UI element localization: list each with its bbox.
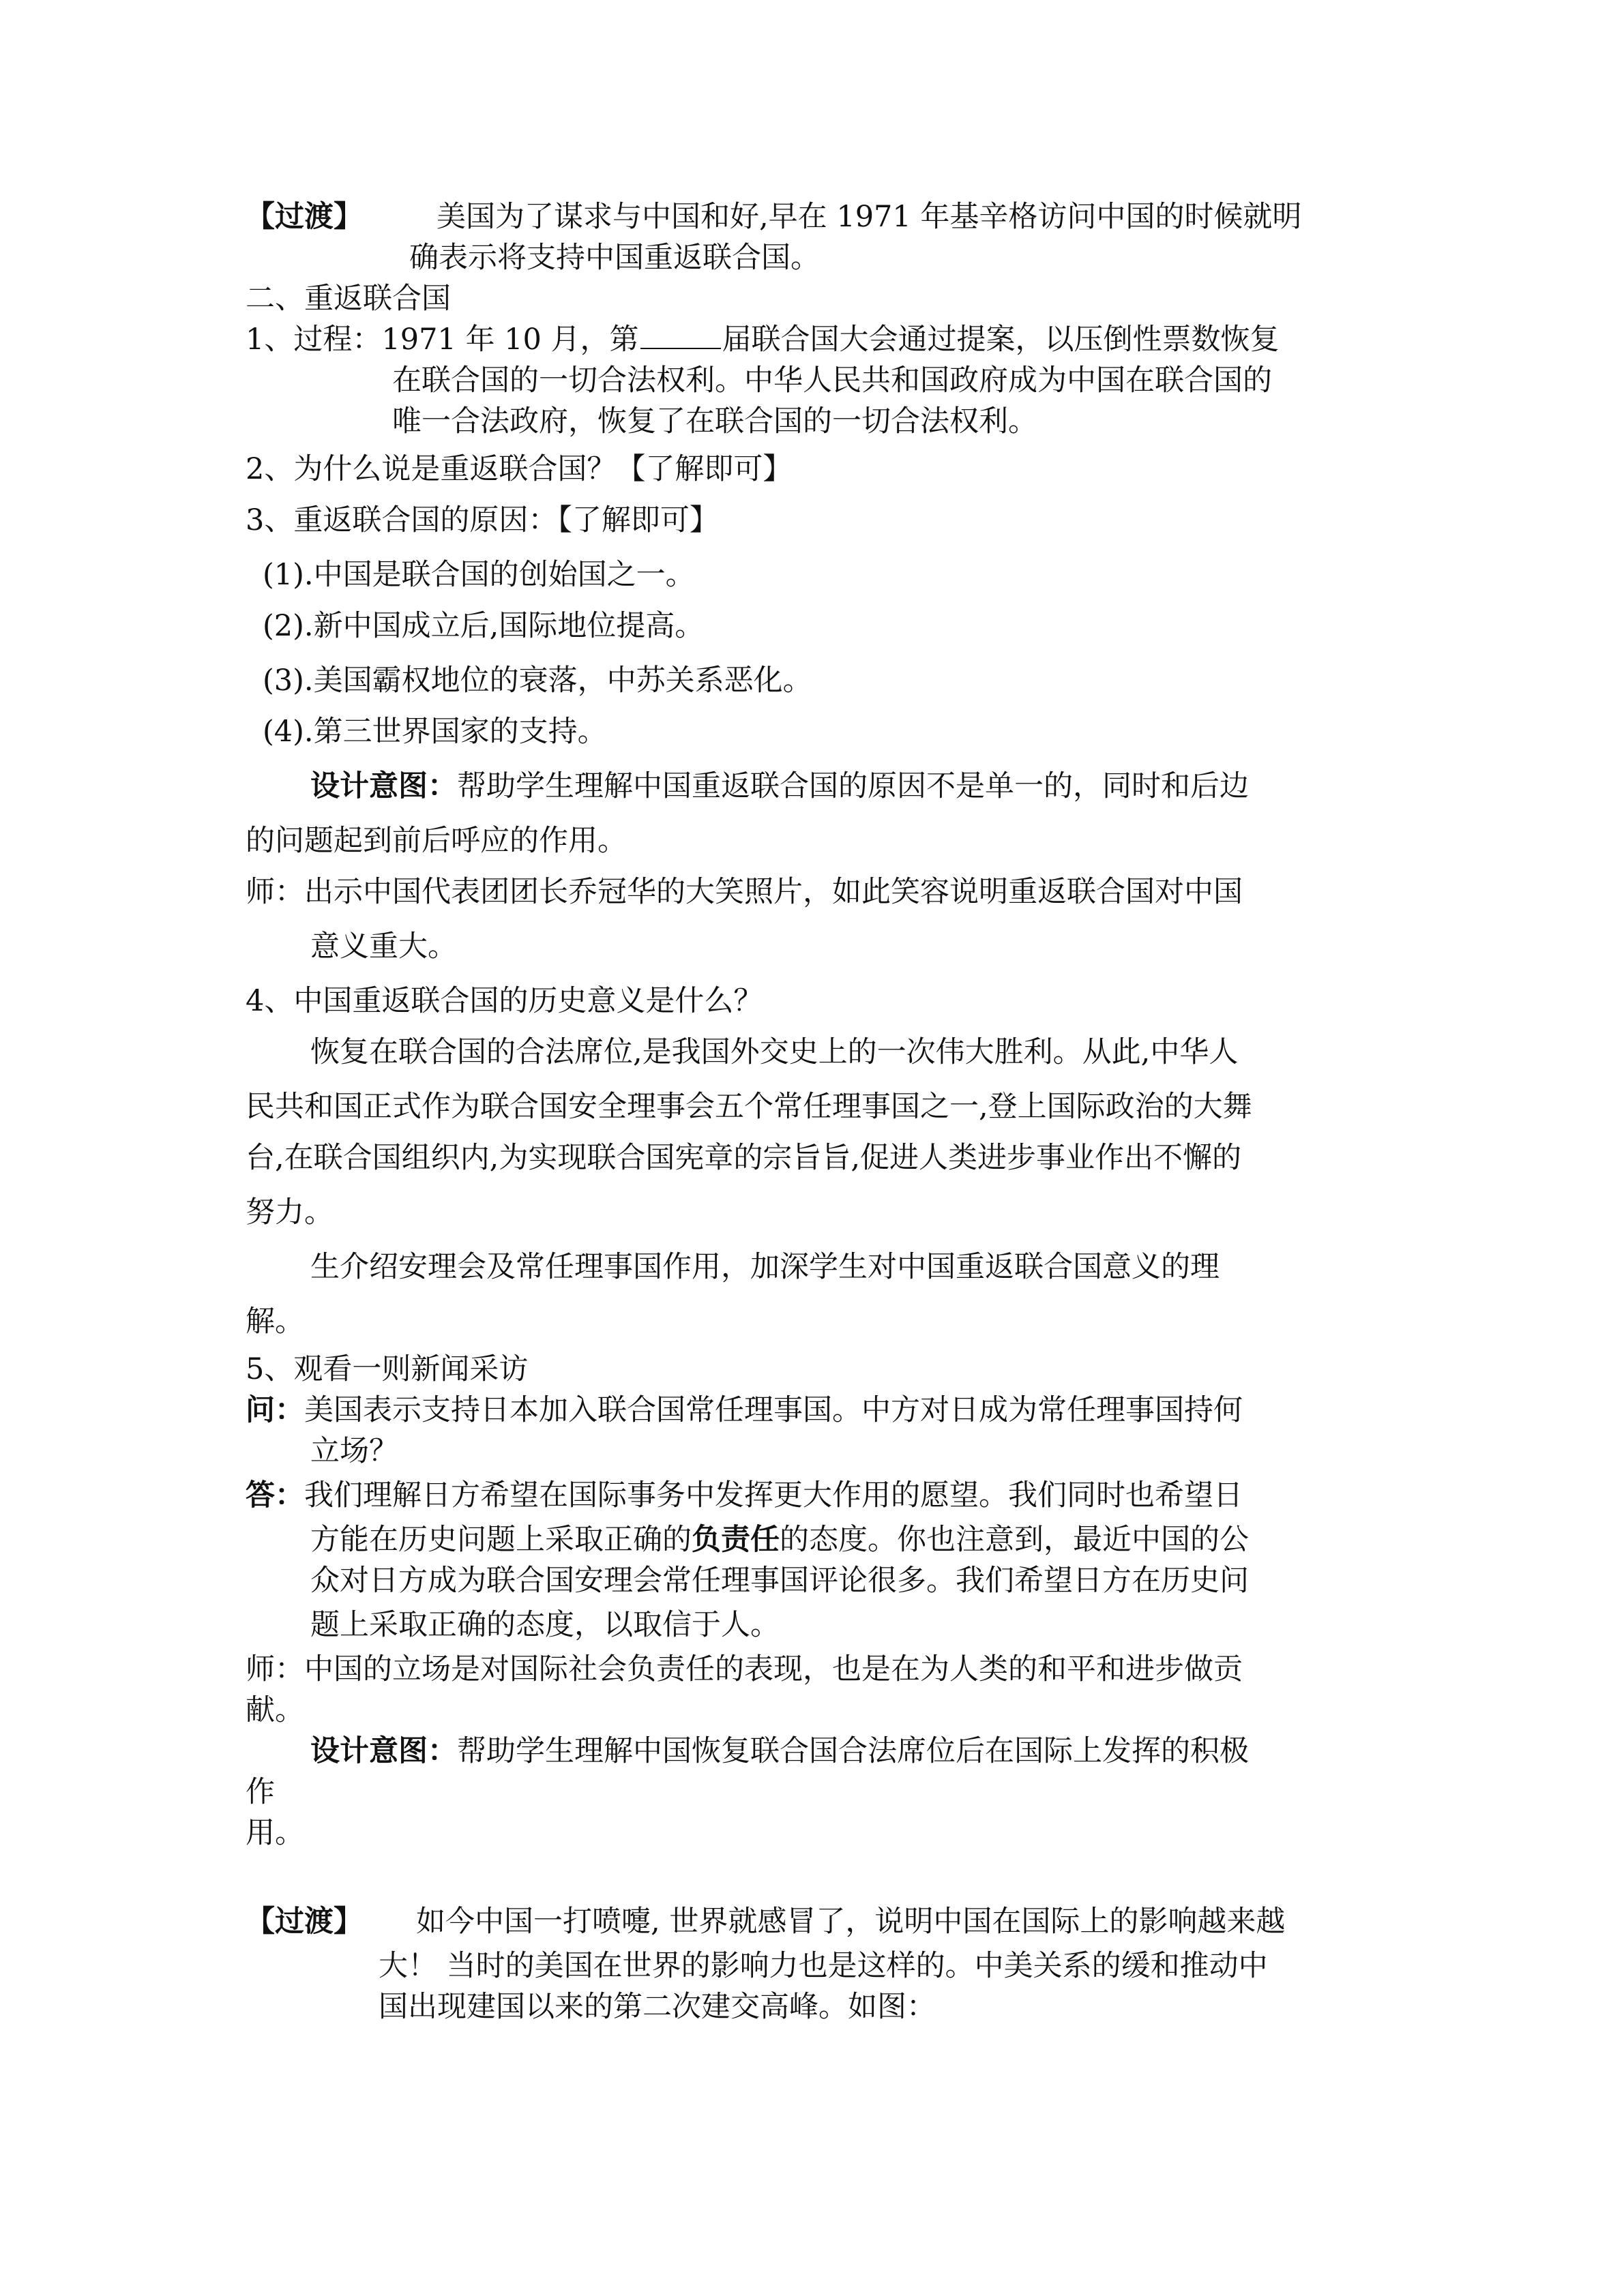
transition-text-line: 确表示将支持中国重返联合国。 <box>409 241 820 275</box>
answer-line: 题上采取正确的态度，以取信于人。 <box>310 1608 780 1642</box>
transition-text-line: 如今中国一打喷嚏, 世界就感冒了，说明中国在国际上的影响越来越 <box>416 1905 1286 1939</box>
student-intro-line: 解。 <box>246 1304 304 1339</box>
reason-item: (1).中国是联合国的创始国之一。 <box>263 558 695 592</box>
significance-line: 努力。 <box>246 1195 334 1229</box>
transition-tag: 【过渡】 <box>246 200 363 234</box>
significance-title: 4、中国重返联合国的历史意义是什么？ <box>246 984 763 1018</box>
question-label: 问： <box>246 1393 304 1427</box>
process-text-after: 届联合国大会通过提案，以压倒性票数恢复 <box>722 323 1280 357</box>
design-intent-line <box>310 767 1249 805</box>
reason-item: (4).第三世界国家的支持。 <box>263 715 607 749</box>
answer-line: 众对日方成为联合国安理会常任理事国评论很多。我们希望日方在历史问 <box>310 1564 1249 1598</box>
design-intent-line: 用。 <box>246 1816 304 1850</box>
student-intro-line: 生介绍安理会及常任理事国作用，加深学生对中国重返联合国意义的理 <box>310 1250 1220 1284</box>
answer-text: 方能在历史问题上采取正确的 <box>310 1523 692 1557</box>
process-line: 唯一合法政府，恢复了在联合国的一切合法权利。 <box>392 404 1037 438</box>
teacher-line: 意义重大。 <box>310 929 457 964</box>
transition-tag: 【过渡】 <box>246 1905 363 1939</box>
section-title: 二、重返联合国 <box>246 282 451 316</box>
transition-text-line: 美国为了谋求与中国和好,早在 1971 年基辛格访问中国的时候就明 <box>437 200 1302 234</box>
process-line: 在联合国的一切合法权利。中华人民共和国政府成为中国在联合国的 <box>392 363 1272 398</box>
answer-line <box>310 1521 1249 1559</box>
question-line: 立场？ <box>310 1434 398 1468</box>
answer-text: 我们理解日方希望在国际事务中发挥更大作用的愿望。我们同时也希望日 <box>304 1478 1243 1512</box>
transition-text-line: 大！ 当时的美国在世界的影响力也是这样的。中美关系的缓和推动中 <box>379 1949 1268 1983</box>
design-intent-line: 作 <box>246 1775 275 1809</box>
design-intent-text: 帮助学生理解中国重返联合国的原因不是单一的，同时和后边 <box>457 769 1249 803</box>
question-why-return: 2、为什么说是重返联合国？【了解即可】 <box>246 452 793 486</box>
design-intent-line: 的问题起到前后呼应的作用。 <box>246 824 627 858</box>
design-intent-text: 帮助学生理解中国恢复联合国合法席位后在国际上发挥的积极 <box>457 1734 1249 1768</box>
news-title: 5、观看一则新闻采访 <box>246 1352 529 1386</box>
answer-text: 的态度。你也注意到，最近中国的公 <box>780 1523 1249 1557</box>
reason-item: (2).新中国成立后,国际地位提高。 <box>263 609 705 643</box>
process-text-before: 1971 年 10 月，第 <box>381 323 639 357</box>
design-intent-label: 设计意图： <box>310 769 457 803</box>
reasons-title: 3、重返联合国的原因：【了解即可】 <box>246 503 719 537</box>
design-intent-line <box>310 1732 1249 1770</box>
question-line <box>246 1391 1243 1429</box>
teacher-line: 师：中国的立场是对国际社会负责任的表现，也是在为人类的和平和进步做贡 <box>246 1652 1243 1686</box>
teacher-line: 献。 <box>246 1693 304 1727</box>
significance-line: 台,在联合国组织内,为实现联合国宪章的宗旨旨,促进人类进步事业作出不懈的 <box>246 1141 1242 1175</box>
transition-text-line: 国出现建国以来的第二次建交高峰。如图： <box>379 1990 936 2024</box>
process-label: 1、过程： <box>246 323 382 357</box>
reason-item: (3).美国霸权地位的衰落，中苏关系恶化。 <box>263 664 812 698</box>
teacher-line: 师：出示中国代表团团长乔冠华的大笑照片，如此笑容说明重返联合国对中国 <box>246 875 1243 909</box>
answer-line <box>246 1476 1243 1515</box>
significance-line: 民共和国正式作为联合国安全理事会五个常任理事国之一,登上国际政治的大舞 <box>246 1090 1252 1124</box>
process-line <box>246 320 1280 359</box>
significance-line: 恢复在联合国的合法席位,是我国外交史上的一次伟大胜利。从此,中华人 <box>310 1035 1239 1069</box>
design-intent-label: 设计意图： <box>310 1734 457 1768</box>
answer-emphasis: 负责任 <box>692 1523 780 1557</box>
fill-blank <box>640 322 721 349</box>
question-text: 美国表示支持日本加入联合国常任理事国。中方对日成为常任理事国持何 <box>304 1393 1243 1427</box>
answer-label: 答： <box>246 1478 304 1512</box>
